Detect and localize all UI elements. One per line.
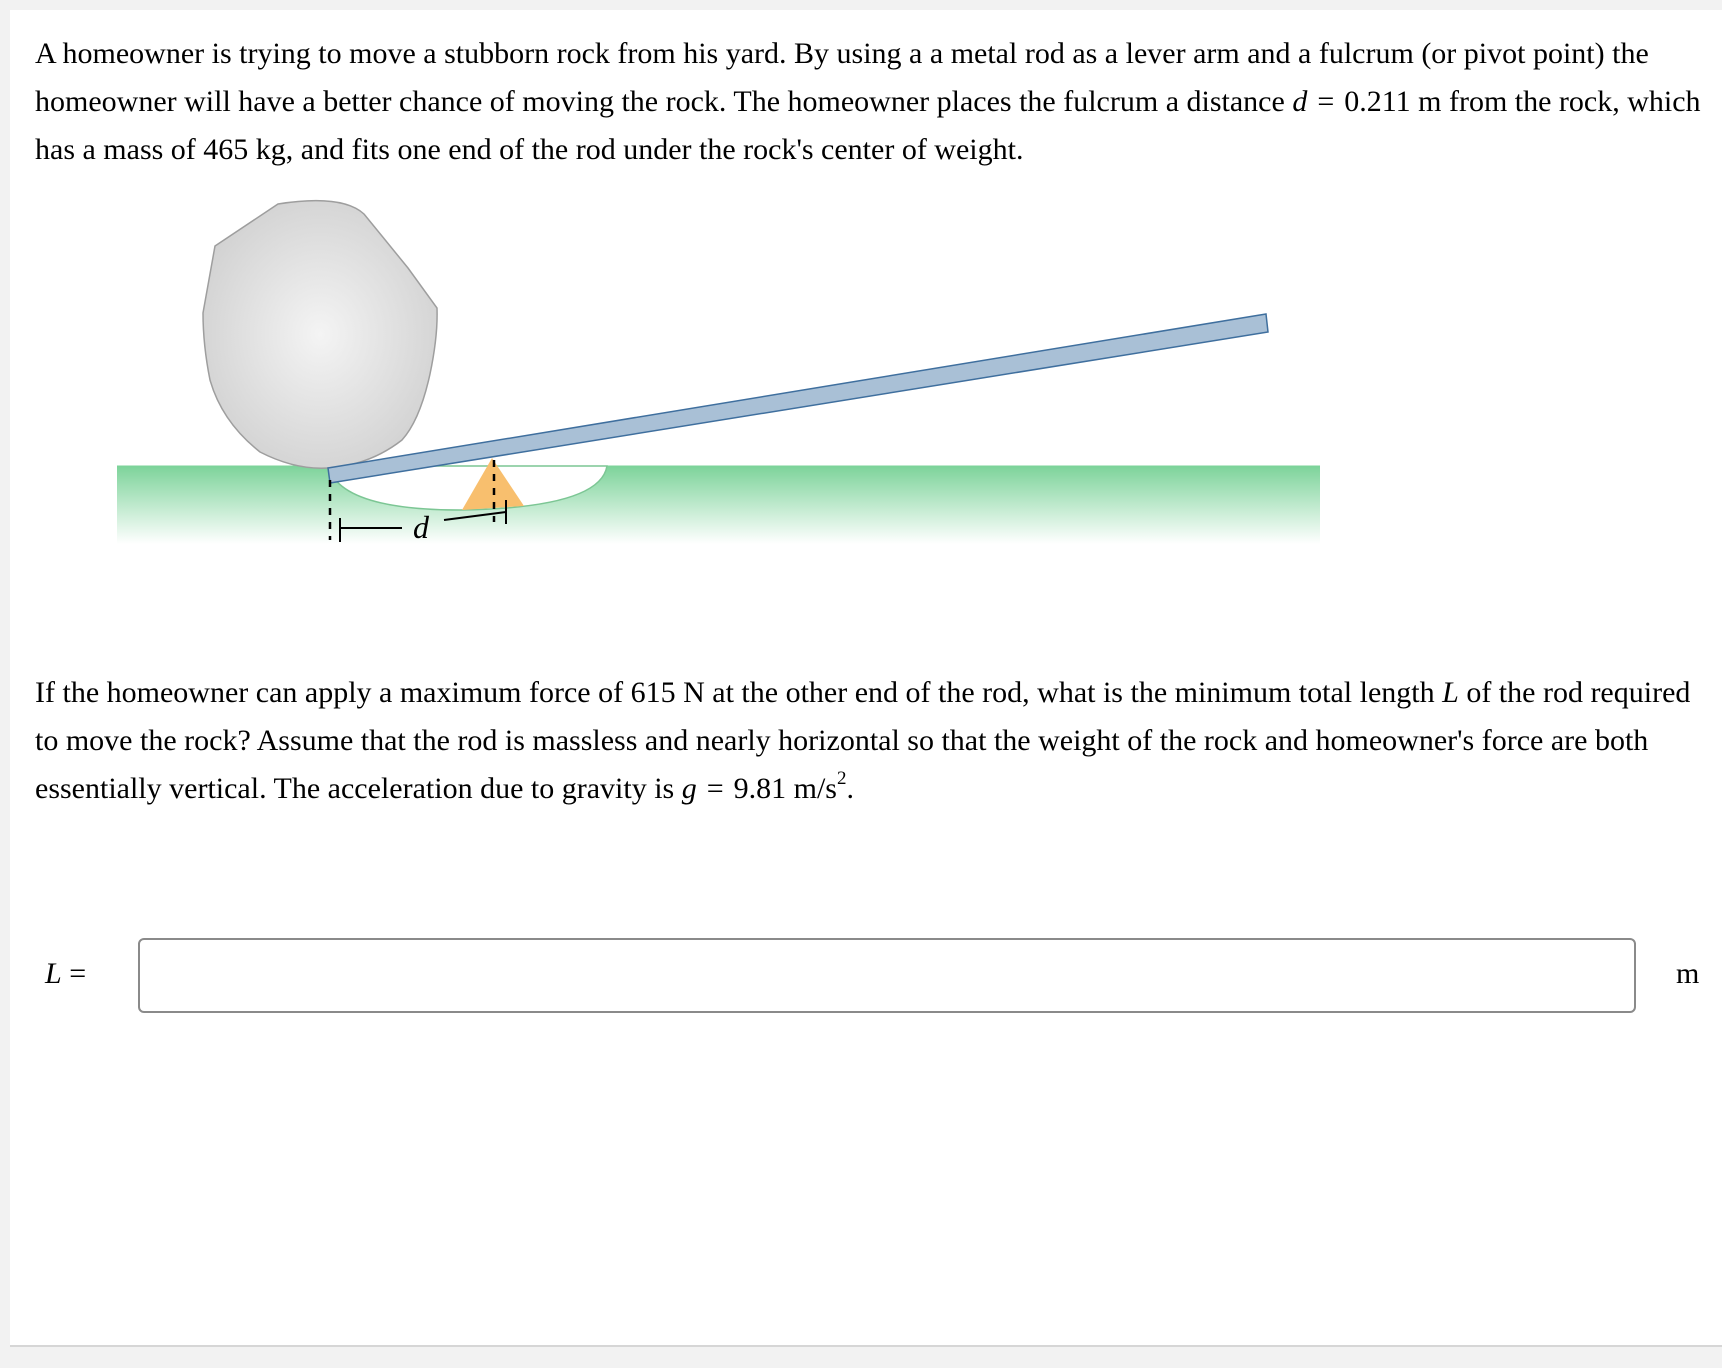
var-L: L [1442, 676, 1459, 709]
d-label: d [413, 509, 429, 545]
rock [203, 201, 437, 469]
lever-rod [328, 314, 1268, 483]
g-exponent: 2 [836, 768, 847, 789]
answer-label: L = [45, 957, 87, 990]
var-g: g [681, 772, 697, 805]
answer-row [10, 938, 1722, 1018]
ground [117, 466, 1320, 544]
problem-intro: A homeowner is trying to move a stubborn rock from his yard. By using a a metal rod as a lever arm and a fulcrum (or pivot point) the homeowner will have a better chance of moving the rock. The homeowner places the fulcrum a distance d = 0.211 m from the rock, which has a mass of 465 kg, and fits one end of the rod under the rock's center of weight. [35, 37, 1701, 166]
lever-diagram [10, 190, 1722, 570]
d-value: 0.211 m [1344, 85, 1442, 118]
problem-card [10, 10, 1722, 1347]
g-value: 9.81 m/s [733, 772, 837, 805]
var-d: d [1292, 85, 1308, 118]
answer-input[interactable] [138, 938, 1636, 1013]
answer-unit: m [1676, 957, 1700, 990]
problem-question: If the homeowner can apply a maximum force of 615 N at the other end of the rod, what is the minimum total length L of the rod required to move the rock? Assume that the rod is massless and nearly horizontal so that the weight of the rock and homeowner's force are both essentially vertical. The acceleration due to gravity is g = 9.81 $m/s^2$. [35, 676, 1691, 805]
